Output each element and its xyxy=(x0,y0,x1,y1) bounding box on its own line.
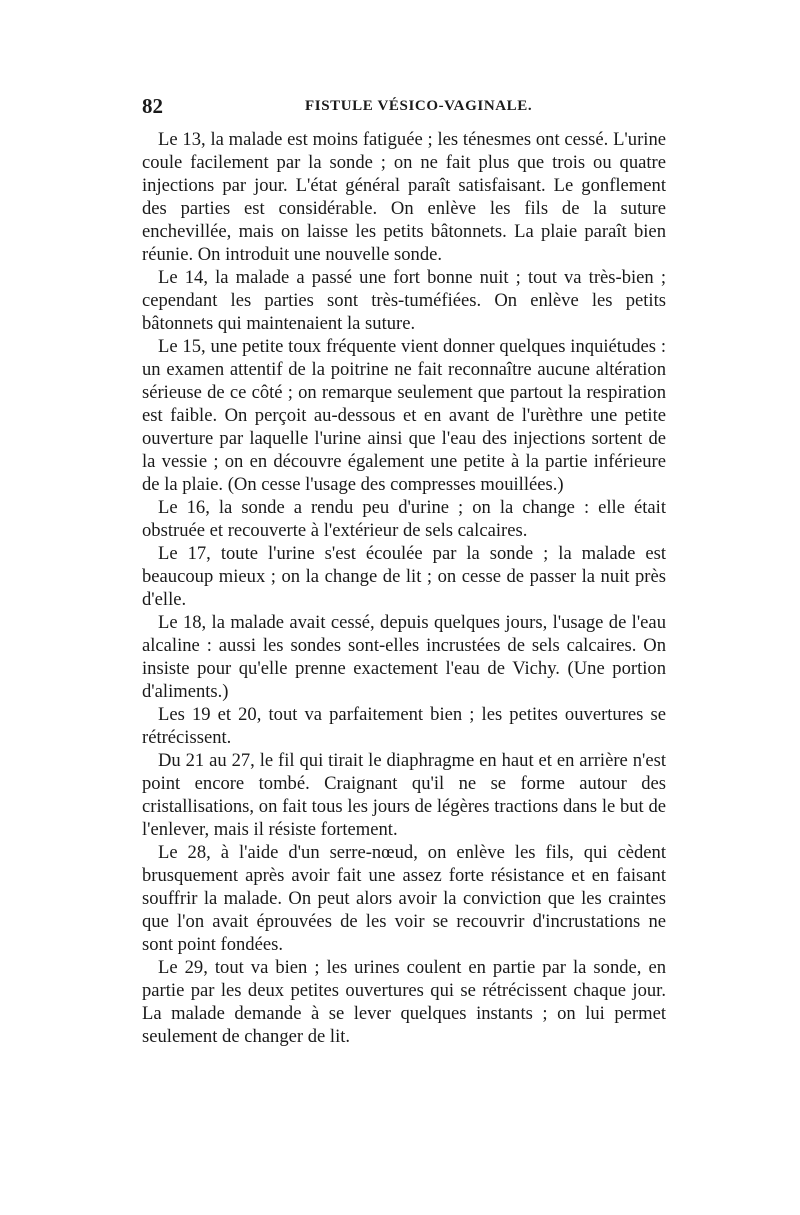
paragraph-day-15: Le 15, une petite toux fréquente vient donner quelques inquiétudes : un examen attentif de la poitrine ne fait reconnaître aucune altération sérieuse de ce côté ; on remarque seulement que partout la respiration est faible. On perçoit au-dessous et en avant de l'urèthre une petite ouverture par laquelle l'urine ainsi que l'eau des injections sortent de la vessie ; on en découvre également une petite à la partie inférieure de la plaie. (On cesse l'usage des compresses mouillées.) xyxy=(142,336,666,495)
body-text xyxy=(142,128,666,1048)
paragraph-days-21-27: Du 21 au 27, le fil qui tirait le diaphragme en haut et en arrière n'est point encore tombé. Craignant qu'il ne se forme autour des cristallisations, on fait tous les jours de légères tractions dans le but de l'enlever, mais il résiste fortement. xyxy=(142,750,666,840)
paragraph-day-14: Le 14, la malade a passé une fort bonne nuit ; tout va très-bien ; cependant les parties sont très-tuméfiées. On enlève les petits bâtonnets qui maintenaient la suture. xyxy=(142,267,666,334)
page-header xyxy=(142,94,666,118)
paragraph-day-16: Le 16, la sonde a rendu peu d'urine ; on la change : elle était obstruée et recouverte à l'extérieur de sels calcaires. xyxy=(142,497,666,541)
running-head: FISTULE VÉSICO-VAGINALE. xyxy=(305,98,533,114)
paragraph-days-19-20: Les 19 et 20, tout va parfaitement bien ; les petites ouvertures se rétrécissent. xyxy=(142,704,666,748)
paragraph-day-29: Le 29, tout va bien ; les urines coulent en partie par la sonde, en partie par les deux petites ouvertures qui se rétrécissent chaque jour. La malade demande à se lever quelques instants ; on lui permet seulement de changer de lit. xyxy=(142,957,666,1047)
page-number: 82 xyxy=(142,94,163,118)
paragraph-day-18: Le 18, la malade avait cessé, depuis quelques jours, l'usage de l'eau alcaline : aussi les sondes sont-elles incrustées de sels calcaires. On insiste pour qu'elle prenne exactement l'eau de Vichy. (Une portion d'aliments.) xyxy=(142,612,666,702)
paragraph-day-28: Le 28, à l'aide d'un serre-nœud, on enlève les fils, qui cèdent brusquement après avoir fait une assez forte résistance et en faisant souffrir la malade. On peut alors avoir la conviction que les craintes que l'on avait éprouvées de les voir se recouvrir d'incrustations ne sont point fondées. xyxy=(142,842,666,955)
paragraph-day-13: Le 13, la malade est moins fatiguée ; les ténesmes ont cessé. L'urine coule facilement par la sonde ; on ne fait plus que trois ou quatre injections par jour. L'état général paraît satisfaisant. Le gonflement des parties est considérable. On enlève les fils de la suture enchevillée, mais on laisse les petits bâtonnets. La plaie paraît bien réunie. On introduit une nouvelle sonde. xyxy=(142,129,666,265)
paragraph-day-17: Le 17, toute l'urine s'est écoulée par la sonde ; la malade est beaucoup mieux ; on la change de lit ; on cesse de passer la nuit près d'elle. xyxy=(142,543,666,610)
